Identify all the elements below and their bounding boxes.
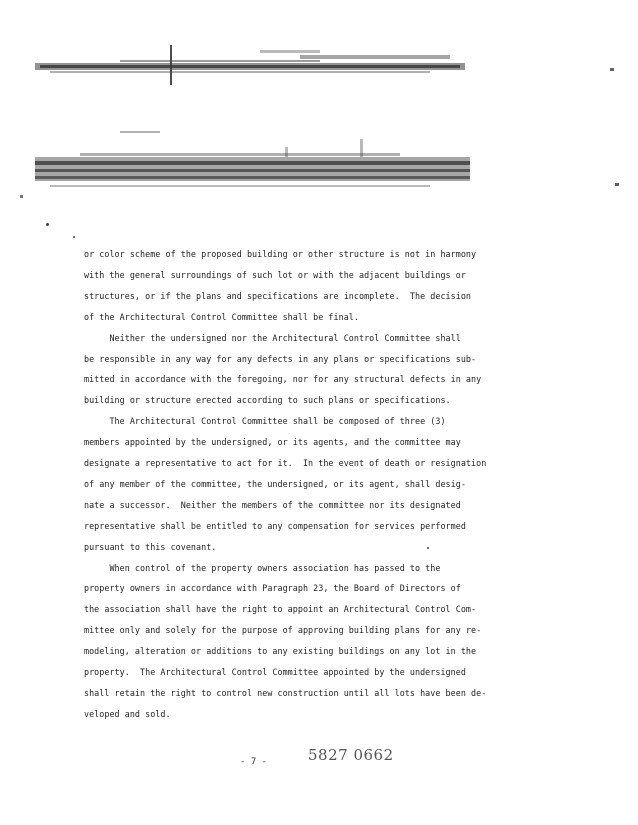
text-line: property owners in accordance with Paragraph 23, the Board of Directors of bbox=[84, 583, 461, 594]
text-line: modeling, alteration or additions to any existing buildings on any lot in the bbox=[84, 646, 477, 657]
redaction-band-middle bbox=[0, 125, 638, 200]
scan-speck bbox=[427, 547, 429, 549]
text-line: structures, or if the plans and specifications are incomplete. The decision bbox=[84, 290, 472, 301]
text-line: pursuant to this covenant. bbox=[84, 541, 217, 552]
text-line: or color scheme of the proposed building or other structure is not in harmony bbox=[84, 249, 477, 259]
text-line: mitted in accordance with the foregoing, nor for any structural defects in any bbox=[84, 374, 482, 385]
text-line: representative shall be entitled to any compensation for services performed bbox=[84, 520, 466, 531]
scan-speck bbox=[46, 223, 49, 226]
text-line: Neither the undersigned nor the Architectural Control Committee shall bbox=[84, 332, 461, 343]
scan-speck bbox=[73, 236, 75, 238]
text-line: property. The Architectural Control Committee appointed by the undersigned bbox=[84, 667, 466, 677]
text-line: with the general surroundings of such lot or with the adjacent buildings or bbox=[84, 269, 466, 280]
text-line: the association shall have the right to appoint an Architectural Control Com- bbox=[84, 604, 477, 615]
redaction-band-top bbox=[0, 40, 638, 90]
text-line: mittee only and solely for the purpose of approving building plans for any re- bbox=[84, 625, 482, 636]
recording-stamp: 5827 0662 bbox=[308, 746, 394, 764]
text-line: of the Architectural Control Committee shall be final. bbox=[84, 311, 359, 322]
text-line: When control of the property owners association has passed to the bbox=[84, 562, 441, 573]
text-line: of any member of the committee, the undersigned, or its agent, shall desig- bbox=[84, 478, 466, 489]
text-line: veloped and sold. bbox=[84, 708, 171, 719]
page-number: - 7 - bbox=[240, 757, 268, 767]
text-line: members appointed by the undersigned, or its agents, and the committee may bbox=[84, 437, 461, 448]
text-line: shall retain the right to control new construction until all lots have been de- bbox=[84, 687, 487, 698]
text-line: designate a representative to act for it. In the event of death or resignation bbox=[84, 458, 487, 468]
text-line: The Architectural Control Committee shall be composed of three (3) bbox=[84, 416, 446, 427]
text-line: be responsible in any way for any defects in any plans or specifications sub- bbox=[84, 353, 477, 364]
text-line: building or structure erected according to such plans or specifications. bbox=[84, 395, 451, 406]
text-line: nate a successor. Neither the members of the committee nor its designated bbox=[84, 499, 461, 510]
